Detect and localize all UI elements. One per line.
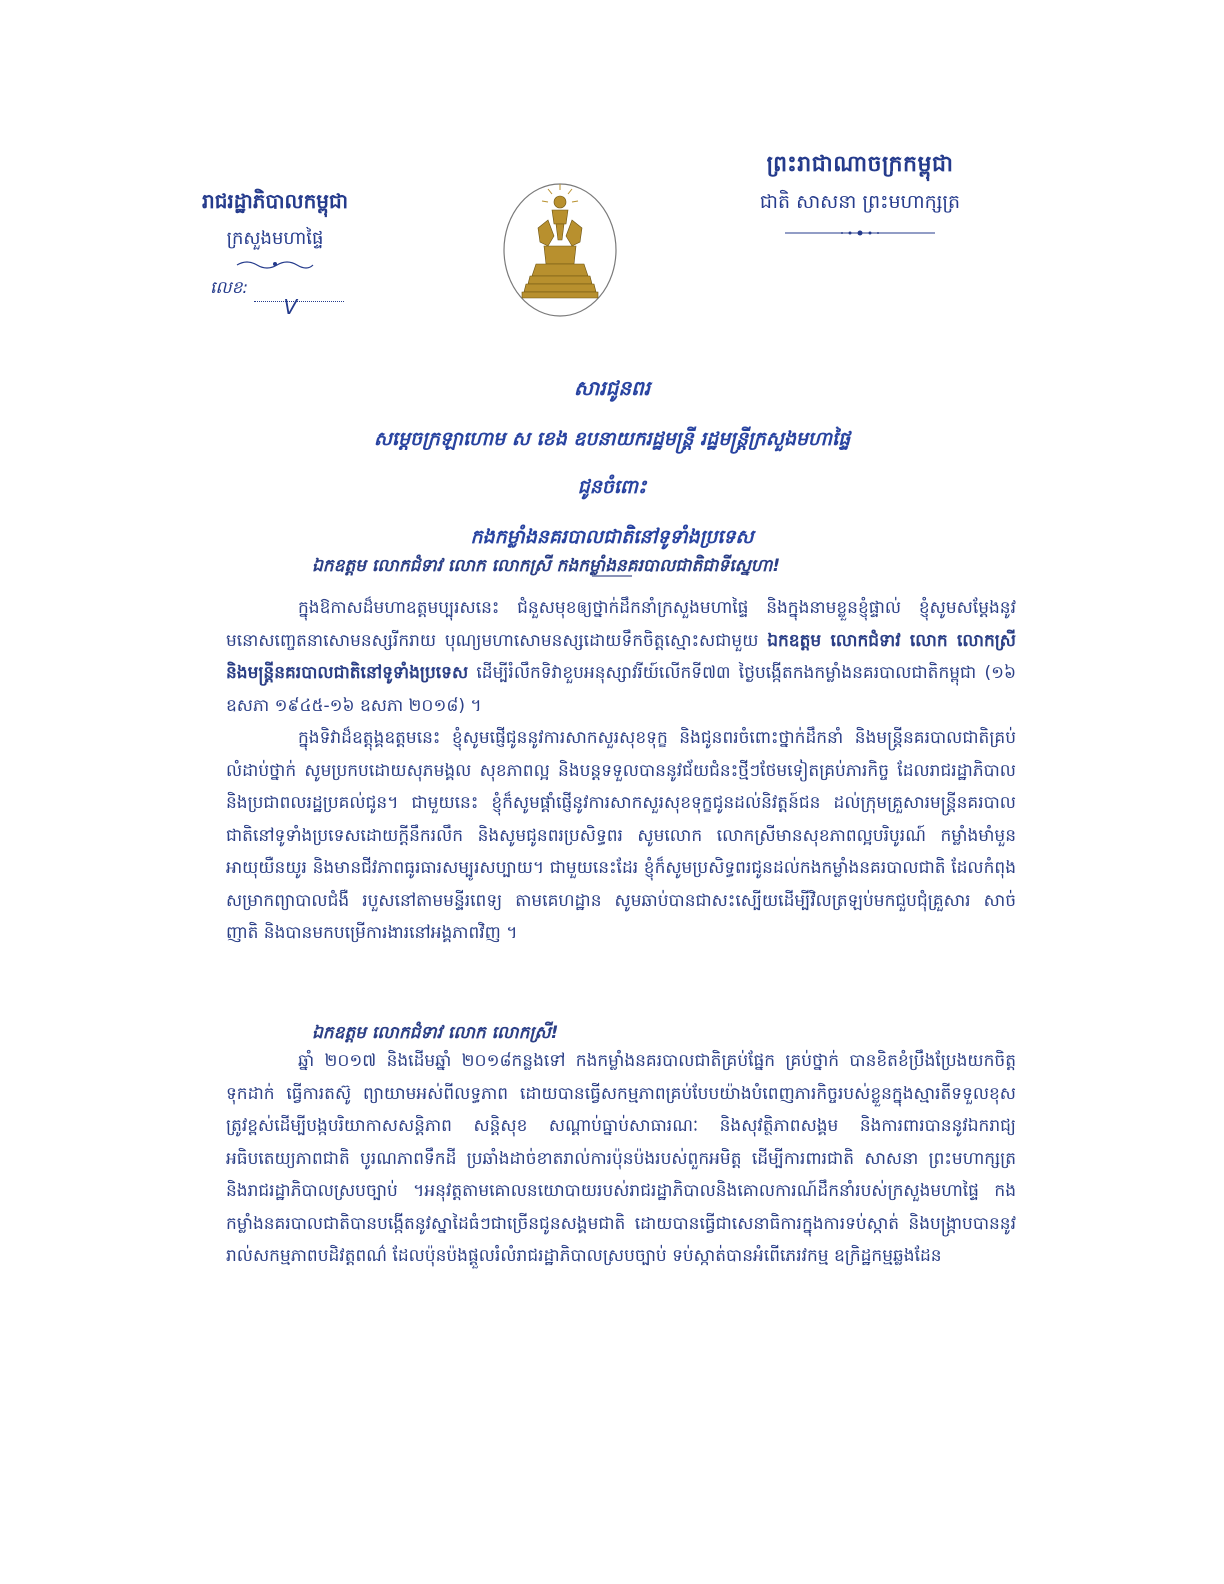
- ornament-divider-icon: [785, 228, 935, 238]
- paragraph-3: ឆ្នាំ ២០១៧ និងដើមឆ្នាំ ២០១៨កន្លងទៅ កងកម្លាំងនគរបាលជាតិគ្រប់ផ្នែក គ្រប់ថ្នាក់ បានខិតខំប្រឹងប្រែងយកចិត្តទុកដាក់ ធ្វើការតស៊ូ ព្យាយាមអស់ពីលទ្ធភាព ដោយបានធ្វើសកម្មភាពគ្រប់បែបយ៉ាងបំពេញភារកិច្ចរបស់ខ្លួនក្នុងស្មារតីទទួលខុសត្រូវខ្ពស់ដើម្បីបង្កបរិយាកាសសន្តិភាព សន្តិសុខ សណ្តាប់ធ្នាប់សាធារណៈ និងសុវត្ថិភាពសង្គម និងការពារបាននូវឯករាជ្យ អធិបតេយ្យភាពជាតិ បូរណភាពទឹកដី ប្រឆាំងដាច់ខាតរាល់ការប៉ុនប៉ងរបស់ពួកអមិត្ត ដើម្បីការពារជាតិ សាសនា ព្រះមហាក្សត្រ និងរាជរដ្ឋាភិបាលស្របច្បាប់ ។អនុវត្តតាមគោលនយោបាយរបស់រាជរដ្ឋាភិបាលនិងគោលការណ៍ដឹកនាំរបស់ក្រសួងមហាផ្ទៃ កងកម្លាំងនគរបាលជាតិបានបង្កើតនូវស្នាដៃធំៗជាច្រើនជូនសង្គមជាតិ ដោយបានធ្វើជាសេនាធិការក្នុងការទប់ស្កាត់ និងបង្ក្រាបបាននូវរាល់សកម្មភាពបដិវត្តពណ៌ ដែលប៉ុនប៉ងផ្តួលរំលំរាជរដ្ឋាភិបាលស្របច្បាប់ ទប់ស្កាត់បានអំពើភេរវកម្ម ឧក្រិដ្ឋកម្មឆ្លងដែន: [226, 1051, 1016, 1266]
- paragraph-1-text-c: ដើម្បីរំលឹកទិវាខួបអនុស្សាវរីយ៍លើកទី៧៣ ថ្ងៃបង្កើតកងកម្លាំងនគរបាលជាតិកម្ពុជា (១៦ ឧសភា ១៩៤៥-១៦ ឧសភា ២០១៨) ។: [226, 663, 1016, 716]
- kingdom-motto: ជាតិ សាសនា ព្រះមហាក្សត្រ: [759, 191, 961, 213]
- document-sender: សម្តេចក្រឡាហោម ស ខេង ឧបនាយករដ្ឋមន្ត្រី រដ្ឋមន្ត្រីក្រសួងមហាផ្ទៃ: [373, 428, 851, 450]
- reference-handwritten-mark: V: [283, 295, 298, 319]
- salutation-opening: ឯកឧត្តម លោកជំទាវ លោក លោកស្រី កងកម្លាំងនគរបាលជាតិជាទីស្នេហា!: [312, 556, 781, 576]
- reference-dotted-line: [254, 295, 344, 319]
- kingdom-title: ព្រះរាជាណាចក្រកម្ពុជា: [766, 152, 954, 177]
- ornament-flourish-icon: [235, 259, 315, 269]
- paragraph-1-text-a: ក្នុងឱកាសដ៏មហាឧត្តមប្បុរសនេះ ជំនួសមុខឲ្យថ្នាក់ដឹកនាំក្រសួងមហាផ្ទៃ និងក្នុងនាមខ្លួនខ្ញុំផ្ទាល់ ខ្ញុំសូមសម្តែងនូវមនោសញ្ចេតនាសោមនស្សរីករាយ បុណ្យមហាសោមនស្សដោយទឹកចិត្តស្មោះសជាមួយ: [226, 598, 1016, 651]
- document-recipient: កងកម្លាំងនគរបាលជាតិនៅទូទាំងប្រទេស: [470, 526, 754, 548]
- paragraph-1: [226, 592, 1016, 722]
- salutation-second: ឯកឧត្តម លោកជំទាវ លោក លោកស្រី!: [312, 1023, 559, 1043]
- government-name: រាជរដ្ឋាភិបាលកម្ពុជា: [202, 189, 348, 213]
- reference-label: លេខ:: [210, 278, 249, 298]
- paragraph-1-bold: ឯកឧត្តម លោកជំទាវ លោក លោកស្រី និងមន្ត្រីនគរបាលជាតិនៅទូទាំងប្រទេស: [226, 630, 1016, 683]
- document-title-block: [200, 375, 1024, 577]
- reference-number: [180, 277, 370, 319]
- paragraph-2: ក្នុងទិវាដ៏ឧត្តុង្គឧត្តមនេះ ខ្ញុំសូមផ្ញើជូននូវការសាកសួរសុខទុក្ខ និងជូនពរចំពោះថ្នាក់ដឹកនាំ និងមន្ត្រីនគរបាលជាតិគ្រប់លំដាប់ថ្នាក់ សូមប្រកបដោយសុភមង្គល សុខភាពល្អ និងបន្តទទួលបាននូវជ័យជំនះថ្មីៗថែមទៀតគ្រប់ភារកិច្ច ដែលរាជរដ្ឋាភិបាល និងប្រជាពលរដ្ឋប្រគល់ជូន។ ជាមួយនេះ ខ្ញុំក៏សូមផ្តាំផ្ញើនូវការសាកសួរសុខទុក្ខជូនដល់និវត្តន៍ជន ដល់ក្រុមគ្រួសារមន្ត្រីនគរបាលជាតិនៅទូទាំងប្រទេសដោយក្តីនឹករលឹក និងសូមជូនពរប្រសិទ្ធពរ សូមលោក លោកស្រីមានសុខភាពល្អបរិបូរណ៍ កម្លាំងមាំមួន អាយុយឺនយូរ និងមានជីវភាពធូរធារសម្បូរសប្បាយ។ ជាមួយនេះដែរ ខ្ញុំក៏សូមប្រសិទ្ធពរជូនដល់កងកម្លាំងនគរបាលជាតិ ដែលកំពុងសម្រាកព្យាបាលជំងឺ របួសនៅតាមមន្ទីរពេទ្យ តាមគេហដ្ឋាន សូមឆាប់បានជាសះស្បើយដើម្បីវិលត្រឡប់មកជួបជុំគ្រួសារ សាច់ញាតិ និងបានមកបម្រើការងារនៅអង្គភាពវិញ ។: [226, 728, 1016, 943]
- ministry-seal-icon: [500, 180, 620, 320]
- document-title: សារជូនពរ: [573, 376, 651, 400]
- kingdom-header: [740, 150, 980, 242]
- ministry-name: ក្រសួងមហាផ្ទៃ: [226, 228, 324, 249]
- ministry-header: [180, 188, 370, 319]
- document-addressed-to: ជូនចំពោះ: [577, 476, 647, 498]
